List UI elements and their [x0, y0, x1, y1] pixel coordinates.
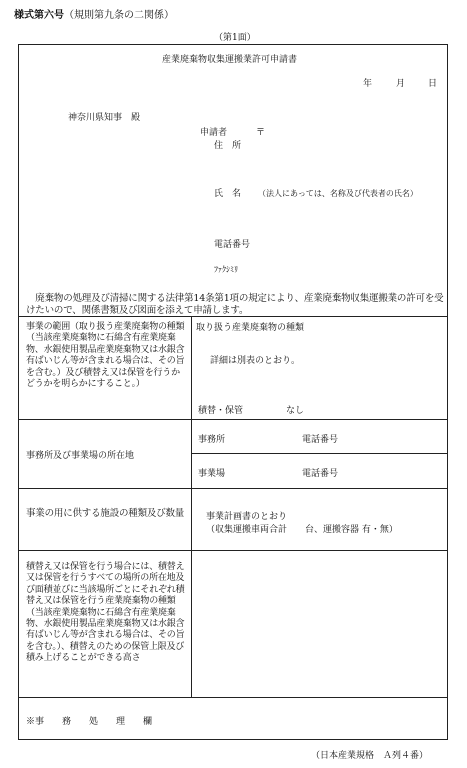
scope-types-label: 取り扱う産業廃棄物の種類	[196, 323, 305, 333]
form-number	[14, 6, 174, 21]
address-label: 住 所	[214, 141, 242, 151]
form-title: 産業廃棄物収集運搬業許可申請書	[162, 55, 298, 65]
row-divider-1	[18, 316, 448, 317]
fax-label: ﾌｧｸｼﾐﾘ	[214, 265, 238, 274]
form-label: 様式第六号	[14, 10, 64, 21]
scope-transfer-value: なし	[286, 406, 305, 416]
office-phone-label: 電話番号	[302, 435, 339, 445]
site-label: 事業場	[198, 469, 226, 479]
addressee: 神奈川県知事 殿	[68, 113, 141, 123]
row-divider-3	[18, 488, 448, 489]
office-use-label: ※事 務 処 理 欄	[26, 717, 153, 727]
row-divider-2b	[191, 453, 448, 454]
row-divider-2	[18, 419, 448, 420]
page-label: （第1面）	[214, 33, 256, 43]
form-rule: （規則第九条の二関係）	[64, 10, 174, 21]
postal-mark: 〒	[256, 128, 266, 138]
name-label: 氏 名	[214, 189, 242, 199]
office-label: 事務所	[198, 435, 226, 445]
site-phone-label: 電話番号	[302, 469, 339, 479]
date-month: 月	[396, 79, 406, 89]
facility-detail: （収集運搬車両合計 台、運搬容器 有・無）	[206, 525, 398, 535]
scope-detail: 詳細は別表のとおり。	[210, 356, 301, 366]
date-day: 日	[428, 79, 438, 89]
row-divider-5	[18, 697, 448, 698]
row-divider-4	[18, 550, 448, 551]
phone-label: 電話番号	[214, 240, 251, 250]
scope-label: 事業の範囲（取り扱う産業廃棄物の種類（当該産業廃棄物に石綿含有産業廃棄物、水銀使用製品産業廃棄物又は水銀含有ばいじん等が含まれる場合は、その旨を含む。）及び積替え又は保管を行うかどうかを明らかにすること。）	[26, 322, 185, 390]
storage-label: 積替え又は保管を行う場合には、積替え又は保管を行うすべての場所の所在地及び面積並びに当該場所ごとにそれぞれ積替え又は保管を行う産業廃棄物の種類（当該産業廃棄物に石綿含有産業廃棄物、水銀使用製品産業廃棄物又は水銀含有ばいじん等が含まれる場合は、その旨を含む。）、積替えのための保管上限及び積み上げることができる高さ	[26, 562, 185, 664]
intro-text: 廃棄物の処理及び清掃に関する法律第14条第1項の規定により、産業廃棄物収集運搬業の許可を受けたいので、関係書類及び図面を添えて申請します。	[26, 293, 444, 316]
facility-value: 事業計画書のとおり	[206, 512, 288, 522]
size-note: （日本産業規格 Ａ列４番）	[311, 751, 429, 761]
date-year: 年	[363, 79, 373, 89]
name-note: （法人にあっては、名称及び代表者の氏名）	[258, 189, 418, 198]
facility-label: 事業の用に供する施設の種類及び数量	[26, 508, 185, 519]
scope-transfer-label: 積替・保管	[198, 406, 244, 416]
column-divider	[191, 316, 192, 697]
location-label: 事務所及び事業場の所在地	[26, 451, 135, 461]
applicant-label: 申請者	[200, 128, 228, 138]
